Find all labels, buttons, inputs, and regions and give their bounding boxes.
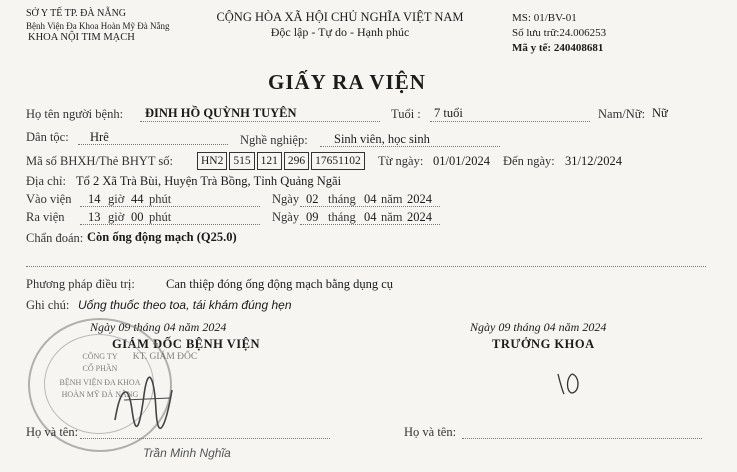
- address-value: Tổ 2 Xã Trà Bùi, Huyện Trà Bồng, Tỉnh Quảng Ngãi: [76, 174, 342, 188]
- right-sign-date: Ngày 09 tháng 04 năm 2024: [470, 320, 607, 334]
- medical-code: Mã y tế: 240408681: [512, 42, 604, 54]
- treatment-value: Can thiệp đóng ống động mạch bằng dụng cụ: [166, 277, 394, 291]
- director-signature: [110, 370, 180, 430]
- discharge-minute: 00: [131, 210, 144, 224]
- header-right: [512, 12, 606, 55]
- discharge-hour-label: giờ: [108, 210, 125, 224]
- discharge-month: 04: [364, 210, 377, 224]
- page-title: GIẤY RA VIỆN: [268, 70, 426, 94]
- treatment-label: Phương pháp điều trị:: [26, 277, 135, 291]
- to-date-label: Đến ngày:: [503, 154, 555, 168]
- left-sign-role: GIÁM ĐỐC BỆNH VIỆN: [112, 337, 261, 351]
- head-of-department-signature: [550, 368, 590, 398]
- stamp-text-1: CÔNG TY: [82, 352, 118, 361]
- admission-day-label: Ngày: [272, 192, 300, 206]
- insurance-box: 17651102: [311, 152, 365, 170]
- sex-label: Nam/Nữ:: [598, 107, 646, 121]
- job-value: Sinh viên, học sinh: [334, 132, 430, 146]
- diagnosis-label: Chẩn đoán:: [26, 231, 84, 245]
- header-center: [205, 10, 475, 40]
- discharge-month-label: tháng: [328, 210, 356, 224]
- admission-day: 02: [306, 192, 319, 206]
- discharge-year: 2024: [407, 210, 432, 224]
- age-value: 7 tuổi: [434, 106, 463, 120]
- ethnicity-value: Hrê: [90, 130, 109, 144]
- admission-minute-label: phút: [149, 192, 172, 206]
- from-date-label: Từ ngày:: [378, 154, 424, 168]
- department-name: KHOA NỘI TIM MẠCH: [28, 32, 135, 43]
- discharge-minute-label: phút: [149, 210, 172, 224]
- stamp-text-3: BỆNH VIỆN ĐA KHOA: [59, 378, 141, 387]
- ethnicity-label: Dân tộc:: [26, 130, 69, 144]
- admission-year: 2024: [407, 192, 432, 206]
- diagnosis-value: Còn ống động mạch (Q25.0): [87, 230, 237, 244]
- form-code: MS: 01/BV-01: [512, 12, 577, 24]
- note-value: Uống thuốc theo toa, tái khám đúng hẹn: [78, 298, 292, 312]
- stamp-overlay-text: KT. GIÁM ĐỐC: [132, 352, 198, 362]
- left-signer-name: Trần Minh Nghĩa: [143, 446, 231, 460]
- right-name-label: Họ và tên:: [404, 425, 457, 439]
- discharge-day: 09: [306, 210, 319, 224]
- to-date: 31/12/2024: [565, 154, 622, 168]
- note-label: Ghi chú:: [26, 298, 70, 312]
- admission-hour-label: giờ: [108, 192, 125, 206]
- stamp-text-2: CỔ PHẦN: [82, 364, 118, 373]
- stamp-text-4: HOÀN MỸ ĐÀ NẴNG: [61, 390, 139, 399]
- insurance-box: 515: [229, 152, 254, 170]
- archive-number: Số lưu trữ:24.006253: [512, 27, 607, 39]
- insurance-box: 296: [284, 152, 309, 170]
- admission-month: 04: [364, 192, 377, 206]
- hospital-name: Bệnh Viện Đa Khoa Hoàn Mỹ Đà Nẵng: [26, 21, 170, 31]
- department-of-health: SỞ Y TẾ TP. ĐÀ NẴNG: [26, 8, 127, 19]
- insurance-box: 121: [257, 152, 282, 170]
- discharge-label: Ra viện: [26, 210, 65, 224]
- left-name-label: Họ và tên:: [26, 425, 79, 439]
- address-label: Địa chỉ:: [26, 174, 66, 188]
- admission-year-label: năm: [381, 192, 403, 206]
- admission-hour: 14: [88, 192, 101, 206]
- job-label: Nghề nghiệp:: [240, 133, 308, 147]
- discharge-day-label: Ngày: [272, 210, 300, 224]
- discharge-year-label: năm: [381, 210, 403, 224]
- age-label: Tuổi :: [391, 107, 421, 121]
- admission-minute: 44: [131, 192, 144, 206]
- from-date: 01/01/2024: [433, 154, 490, 168]
- insurance-code-boxes: [197, 152, 367, 170]
- country-motto: Độc lập - Tự do - Hạnh phúc: [270, 25, 410, 39]
- patient-name-label: Họ tên người bệnh:: [26, 107, 124, 121]
- admission-label: Vào viện: [26, 192, 72, 206]
- admission-month-label: tháng: [328, 192, 356, 206]
- discharge-hour: 13: [88, 210, 101, 224]
- patient-name: ĐINH HỒ QUỲNH TUYÊN: [145, 106, 297, 120]
- insurance-label: Mã số BHXH/Thẻ BHYT số:: [26, 154, 173, 168]
- insurance-box: HN2: [197, 152, 227, 170]
- country-name: CỘNG HÒA XÃ HỘI CHỦ NGHĨA VIỆT NAM: [216, 10, 464, 24]
- header-left: [26, 8, 170, 44]
- right-sign-role: TRƯỞNG KHOA: [492, 337, 595, 351]
- left-sign-date: Ngày 09 tháng 04 năm 2024: [90, 320, 227, 334]
- sex-value: Nữ: [652, 106, 668, 120]
